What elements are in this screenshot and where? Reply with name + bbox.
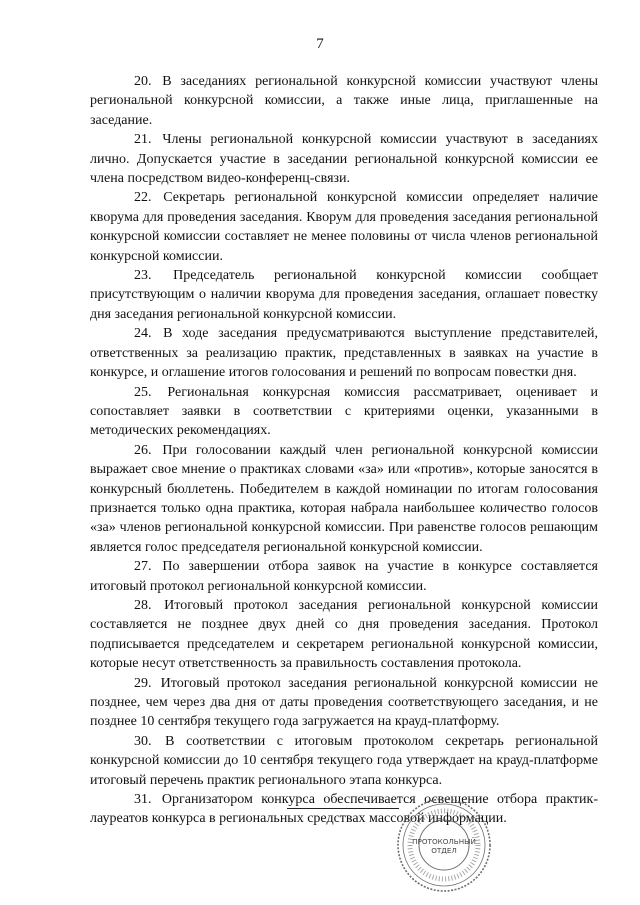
paragraph-27 (90, 557, 598, 596)
paragraph-22 (90, 188, 598, 266)
paragraph-31 (90, 790, 598, 829)
paragraph-text: Организатором конкурса обеспечивается освещение отбора практик-лауреатов конкурса в региональных средствах массовой информации. (90, 792, 599, 827)
paragraph-text: Региональная конкурсная комиссия рассматривает, оценивает и сопоставляет заявки в соответствии с критериями оценки, указанными в методических рекомендациях. (90, 384, 598, 439)
end-separator-line (287, 808, 399, 809)
seal-text-line1: ПРОТОКОЛЬНЫЙ (412, 837, 476, 846)
paragraph-number: 22. (134, 190, 152, 206)
paragraph-number: 20. (134, 74, 152, 89)
stamp-seal (394, 795, 494, 895)
seal-text-line2: ОТДЕЛ (431, 846, 457, 855)
paragraph-number: 30. (134, 733, 152, 749)
paragraph-text: Председатель региональной конкурсной комиссии сообщает присутствующим о наличии кворума для проведения заседания, оглашает повестку дня заседания региональной конкурсной комиссии. (90, 268, 599, 322)
paragraph-text: Секретарь региональной конкурсной комиссии определяет наличие кворума для проведения заседания. Кворум для проведения заседания региональной конкурсной комиссии составляет не менее половины от числа членов региональной конкурсной комиссии. (90, 190, 598, 264)
paragraph-28 (90, 596, 598, 674)
paragraph-text: Итоговый протокол заседания региональной конкурсной комиссии не позднее, чем через два дня от даты проведения соответствующего заседания, и не позднее 10 сентября текущего года загружается на крауд-платформу. (90, 675, 599, 730)
paragraph-25 (90, 383, 598, 441)
page-number: 7 (316, 36, 324, 52)
paragraph-text: В соответствии с итоговым протоколом секретарь региональной конкурсной комиссии до 10 сентября текущего года утверждает на крауд-платформе итоговый перечень практик регионального этапа конкурса. (90, 733, 599, 788)
paragraph-29 (90, 674, 598, 732)
paragraph-number: 28. (134, 597, 152, 613)
document-body (90, 72, 598, 829)
paragraph-number: 25. (134, 384, 152, 400)
paragraph-text: Итоговый протокол заседания региональной конкурсной комиссии составляется не позднее двух дней со дня проведения заседания. Протокол подписывается председателем и секретарем региональной конкурсной комиссии, которые несут ответственность за правильность составления протокола. (90, 597, 599, 672)
paragraph-number: 24. (134, 326, 152, 342)
paragraph-number: 21. (134, 132, 152, 148)
paragraph-text: При голосовании каждый член региональной конкурсной комиссии выражает свое мнение о практиках словами «за» или «против», которые заносятся в конкурсный бюллетень. Победителем в каждой номинации по итогам голосования признается только одна практика, которая набрала наибольшее количество голосов «за» членов региональной конкурсной комиссии. При равенстве голосов решающим является голос председателя региональной конкурсной комиссии. (90, 442, 598, 555)
paragraph-20 (90, 72, 598, 130)
paragraph-number: 29. (134, 675, 152, 691)
paragraph-text: В ходе заседания предусматриваются выступление представителей, ответственных за реализацию практик, представленных в заявках на участие в конкурсе, и оглашение итогов голосования и решений по вопросам повестки дня. (90, 326, 599, 381)
paragraph-21 (90, 130, 598, 188)
paragraph-text: По завершении отбора заявок на участие в конкурсе составляется итоговый протокол региональной конкурсной комиссии. (90, 559, 598, 594)
paragraph-number: 23. (134, 268, 152, 284)
paragraph-text: В заседаниях региональной конкурсной комиссии участвуют члены региональной конкурсной комиссии, а также иные лица, приглашенные на заседание. (90, 74, 599, 128)
paragraph-30 (90, 732, 598, 790)
paragraph-number: 31. (134, 792, 152, 808)
paragraph-26 (90, 441, 598, 557)
paragraph-24 (90, 324, 598, 382)
paragraph-text: Члены региональной конкурсной комиссии участвуют в заседаниях лично. Допускается участие в заседании региональной конкурсной комиссии ее члена посредством видео-конференц-связи. (90, 132, 599, 187)
paragraph-23 (90, 266, 598, 324)
paragraph-number: 27. (134, 559, 152, 575)
paragraph-number: 26. (134, 442, 152, 458)
